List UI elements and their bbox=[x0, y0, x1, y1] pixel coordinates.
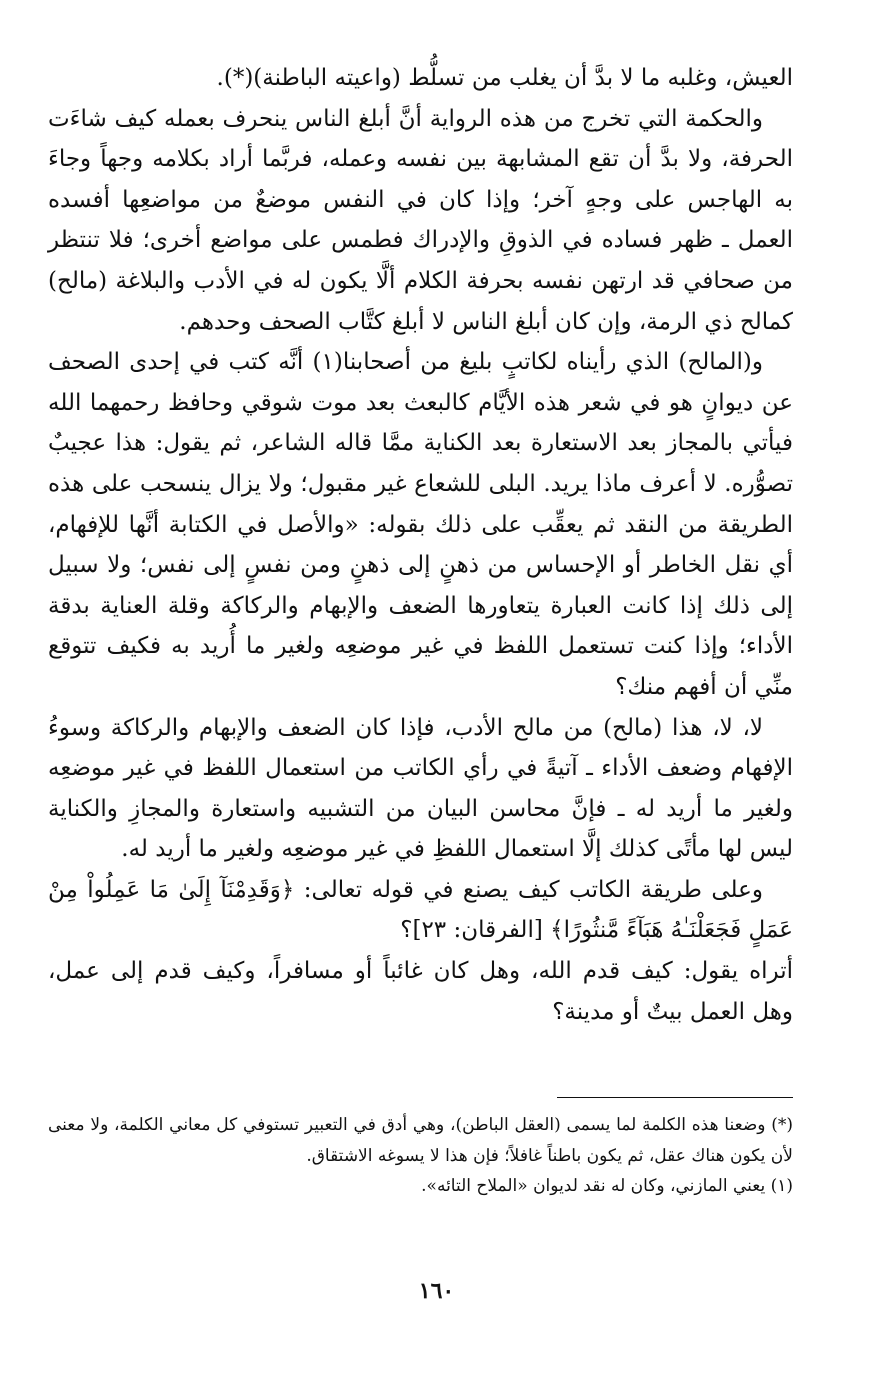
paragraph-response: لا، لا، هذا (مالح) من مالح الأدب، فإذا كان الضعف والإبهام والركاكة وسوءُ الإفهام وضعف الأداء ـ آتيةً في رأي الكاتب من استعمال اللفظ في غير موضعِه ولغير ما أريد له ـ فإنَّ محاسن البيان من التشبيه واستعارة والمجازِ والكناية ليس لها مأتًى كذلك إلَّا استعمال اللفظِ في غير موضعِه ولغير ما أريد له. bbox=[48, 714, 793, 863]
footnote-1: (١) يعني المازني، وكان له نقد لديوان «الملاح التائه». bbox=[421, 1176, 793, 1196]
paragraph-continuation: العيش، وغلبه ما لا بدَّ أن يغلب من تسلُّط (واعيته الباطنة)(*). bbox=[216, 65, 793, 91]
main-text bbox=[48, 58, 793, 1032]
footnote-divider bbox=[557, 1097, 793, 1098]
paragraph-quran-verse: وعلى طريقة الكاتب كيف يصنع في قوله تعالى: ﴿وَقَدِمْنَآ إِلَىٰ مَا عَمِلُواْ مِنْ عَمَلٍ فَجَعَلْنَـٰهُ هَبَآءً مَّنثُورًا﴾ [الفرقان: ٢٣]؟ bbox=[48, 876, 793, 944]
footnote-asterisk: (*) وضعنا هذه الكلمة لما يسمى (العقل الباطن)، وهي أدق في التعبير تستوفي كل معاني الكلمة، ولا معنى لأن يكون هناك عقل، ثم يكون باطناً غافلاً؛ فإن هذا لا يسوغه الاشتقاق. bbox=[48, 1115, 793, 1166]
page-number: ١٦٠ bbox=[418, 1278, 455, 1304]
paragraph-wisdom: والحكمة التي تخرج من هذه الرواية أنَّ أبلغ الناس ينحرف بعمله كيف شاءَت الحرفة، ولا بدَّ أن تقع المشابهة بين نفسه وعمله، فربَّما أراد بكلامه وجهاً وجاءَ به الهاجس على وجهٍ آخر؛ وإذا كان في النفس موضعٌ من مواضعِها أفسده العمل ـ ظهر فساده في الذوقِ والإدراك فطمس على مواضع أخرى؛ فلا تنتظر من صحافي قد ارتهن نفسه بحرفة الكلام ألَّا يكون له في الأدب والبلاغة (مالح) كمالح ذي الرمة، وإن كان أبلغ الناس لا أبلغ كتَّاب الصحف وحدهم. bbox=[48, 105, 793, 335]
footnotes bbox=[48, 1110, 793, 1202]
paragraph-closing-question: أتراه يقول: كيف قدم الله، وهل كان غائباً أو مسافراً، وكيف قدم إلى عمل، وهل العمل بيتٌ أو مدينة؟ bbox=[48, 958, 793, 1025]
paragraph-critic-example: و(المالح) الذي رأيناه لكاتبٍ بليغ من أصحابنا(١) أنَّه كتب في إحدى الصحف عن ديوانٍ هو في شعر هذه الأيَّام كالبعث بعد موت شوقي وحافظ رحمهما الله فيأتي بالمجاز بعد الاستعارة بعد الكناية ممَّا قاله الشاعر، ثم يقول: هذا عجيبٌ تصوُّره. لا أعرف ماذا يريد. البلى للشعاع غير مقبول؛ ولا يزال ينسحب على هذه الطريقة من النقد ثم يعقِّب على ذلك بقوله: «والأصل في الكتابة أنَّها للإفهام، أي نقل الخاطر أو الإحساس من ذهنٍ إلى ذهنٍ ومن نفسٍ إلى نفس؛ ولا سبيل إلى ذلك إذا كانت العبارة يتعاورها الضعف والإبهام والركاكة وقلة العناية بدقة الأداء؛ وإذا كنت تستعمل اللفظ في غير موضعِه ولغير ما أُريد به فكيف تتوقع منِّي أن أفهم منك؟ bbox=[48, 349, 793, 700]
